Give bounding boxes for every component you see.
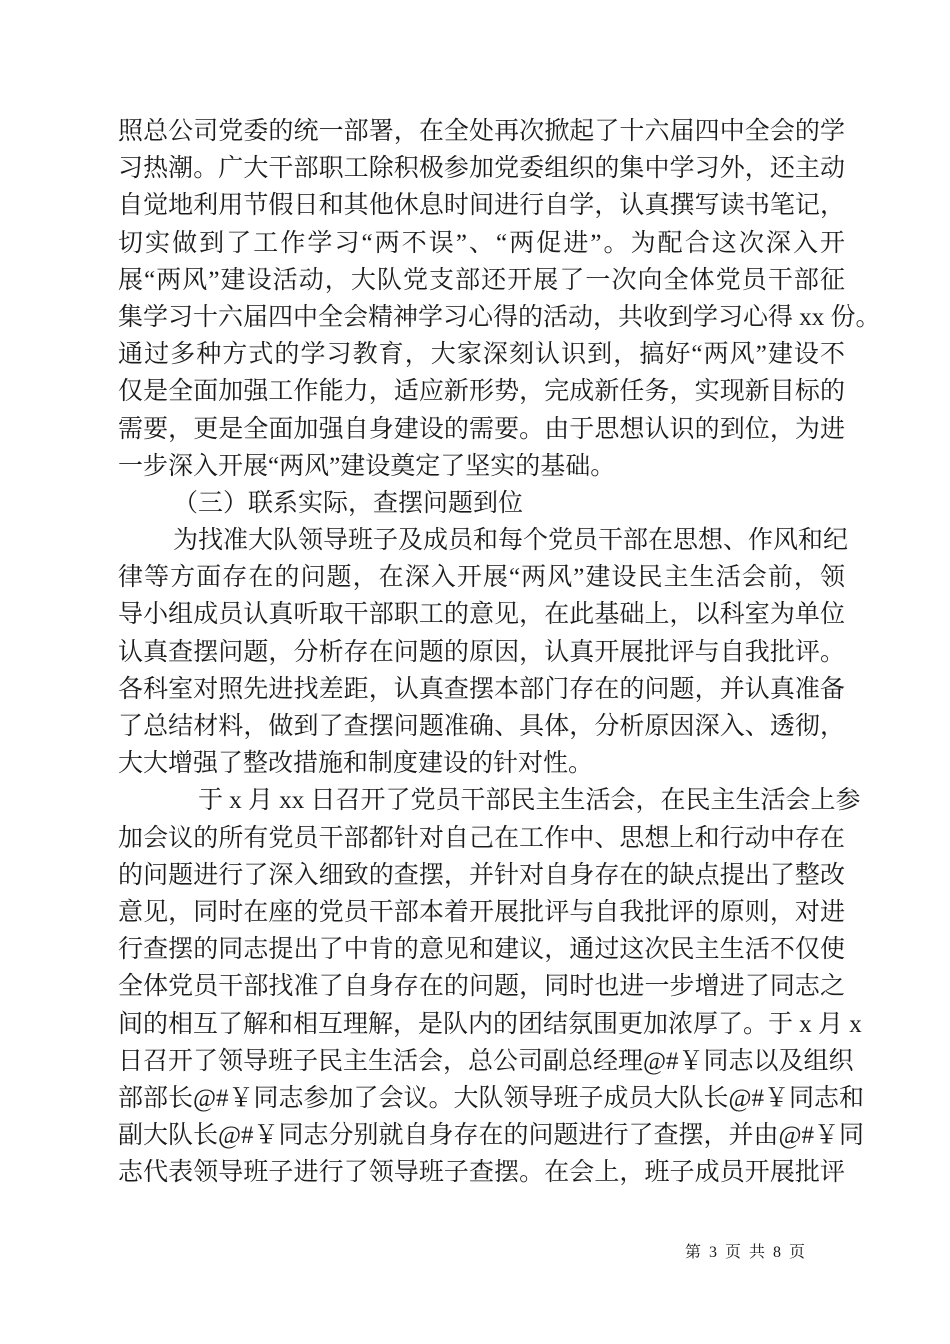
text-line: 的问题进行了深入细致的查摆，并针对自身存在的缺点提出了整改 (118, 861, 845, 889)
text-line: 需要，更是全面加强自身建设的需要。由于思想认识的到位，为进 (118, 415, 845, 443)
text-line: 意见，同时在座的党员干部本着开展批评与自我批评的原则，对进 (118, 898, 845, 926)
text-line: 各科室对照先进找差距，认真查摆本部门存在的问题，并认真准备 (118, 675, 845, 703)
text-line: 通过多种方式的学习教育，大家深刻认识到，搞好“两风”建设不 (118, 341, 845, 369)
page-footer: 第 3 页 共 8 页 (684, 1244, 807, 1261)
text-line: 加会议的所有党员干部都针对自己在工作中、思想上和行动中存在 (118, 824, 845, 852)
text-line: 了总结材料，做到了查摆问题准确、具体，分析原因深入、透彻， (118, 713, 845, 740)
text-line: 照总公司党委的统一部署，在全处再次掀起了十六届四中全会的学 (118, 118, 845, 145)
text-line: 志代表领导班子进行了领导班子查摆。在会上，班子成员开展批评 (118, 1159, 845, 1187)
text-line: 大大增强了整改措施和制度建设的针对性。 (118, 750, 594, 778)
text-line: （三）联系实际，查摆问题到位 (173, 489, 524, 517)
text-line: 展“两风”建设活动，大队党支部还开展了一次向全体党员干部征 (118, 266, 845, 294)
text-line: 认真查摆问题，分析存在问题的原因，认真开展批评与自我批评。 (118, 638, 845, 666)
text-line: 日召开了领导班子民主生活会，总公司副总经理@#￥同志以及组织 (118, 1047, 854, 1075)
text-line: 于 x 月 xx 日召开了党员干部民主生活会，在民主生活会上参 (198, 787, 861, 815)
text-line: 习热潮。广大干部职工除积极参加党委组织的集中学习外，还主动 (118, 155, 845, 183)
text-line: 行查摆的同志提出了中肯的意见和建议，通过这次民主生活不仅使 (118, 936, 845, 964)
text-line: 副大队长@#￥同志分别就自身存在的问题进行了查摆，并由@#￥同 (118, 1122, 865, 1150)
text-line: 律等方面存在的问题，在深入开展“两风”建设民主生活会前，领 (118, 564, 845, 592)
text-line: 全体党员干部找准了自身存在的问题，同时也进一步增进了同志之 (118, 973, 845, 1001)
text-line: 导小组成员认真听取干部职工的意见，在此基础上，以科室为单位 (118, 601, 845, 629)
text-line: 一步深入开展“两风”建设奠定了坚实的基础。 (118, 452, 616, 480)
text-line: 部部长@#￥同志参加了会议。大队领导班子成员大队长@#￥同志和 (118, 1084, 865, 1112)
text-line: 间的相互了解和相互理解，是队内的团结氛围更加浓厚了。于 x 月 x (118, 1010, 862, 1038)
text-line: 自觉地利用节假日和其他休息时间进行自学，认真撰写读书笔记， (118, 192, 845, 220)
text-line: 仅是全面加强工作能力，适应新形势，完成新任务，实现新目标的 (118, 378, 845, 406)
text-line: 切实做到了工作学习“两不误”、“两促进”。为配合这次深入开 (118, 229, 845, 257)
text-line: 为找准大队领导班子及成员和每个党员干部在思想、作风和纪 (173, 527, 849, 555)
text-line: 集学习十六届四中全会精神学习心得的活动，共收到学习心得 xx 份。 (118, 303, 881, 331)
document-body (118, 113, 881, 1191)
